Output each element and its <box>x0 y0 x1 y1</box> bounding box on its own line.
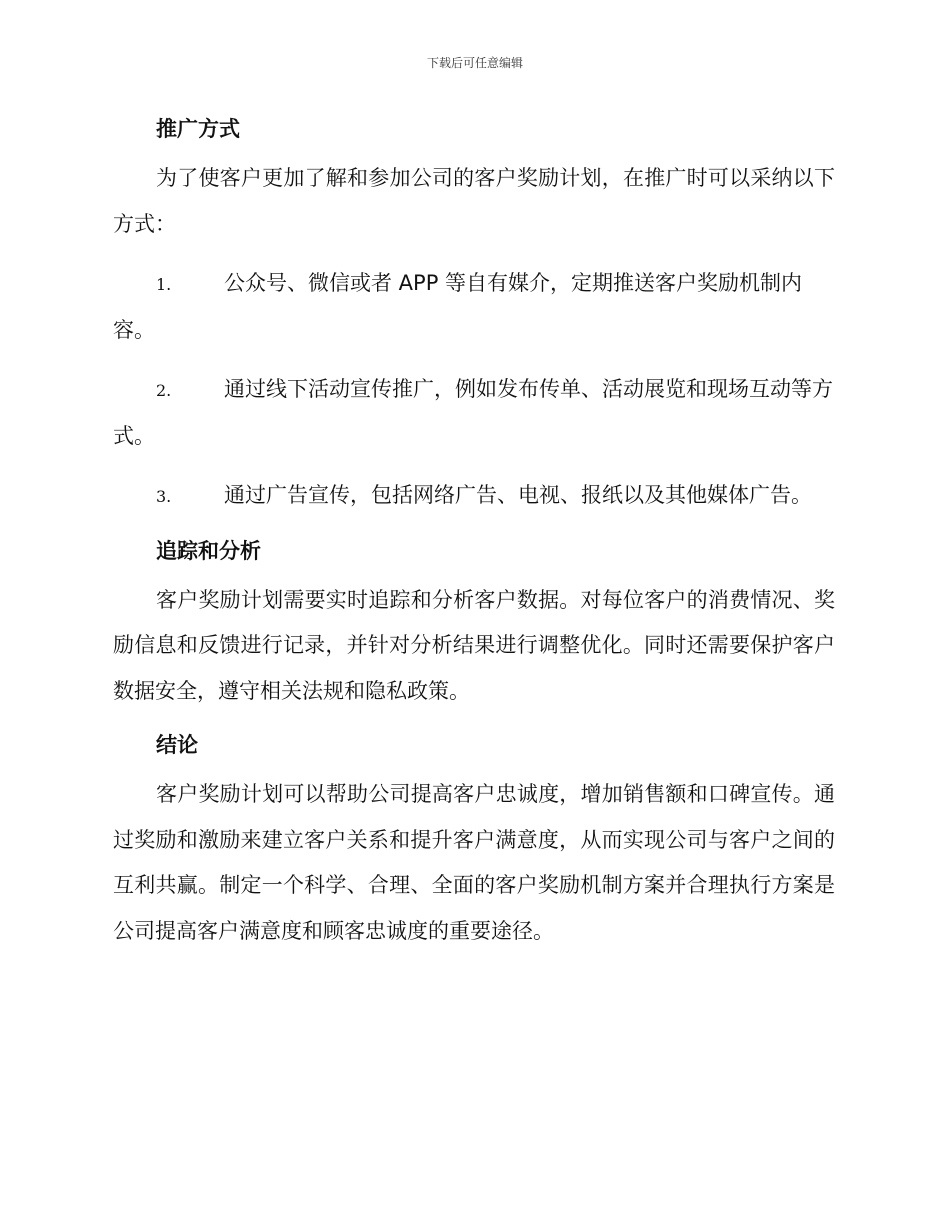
promotion-intro: 为了使客户更加了解和参加公司的客户奖励计划，在推广时可以采纳以下方式： <box>113 166 835 236</box>
document-body <box>113 110 835 954</box>
list-item-number: 3. <box>156 487 172 506</box>
conclusion-body: 客户奖励计划可以帮助公司提高客户忠诚度，增加销售额和口碑宣传。通过奖励和激励来建立客户关系和提升客户满意度，从而实现公司与客户之间的互利共赢。制定一个科学、合理、全面的客户奖励机制方案并合理执行方案是公司提高客户满意度和顾客忠诚度的重要途径。 <box>113 782 835 943</box>
list-item-text: 通过线下活动宣传推广，例如发布传单、活动展览和现场互动等方式。 <box>113 377 833 448</box>
section-heading-tracking: 追踪和分析 <box>156 538 261 563</box>
section-heading-conclusion: 结论 <box>156 733 198 757</box>
list-item <box>113 473 835 520</box>
list-item <box>113 367 835 459</box>
list-item-text: 通过广告宣传，包括网络广告、电视、报纸以及其他媒体广告。 <box>224 483 812 507</box>
header-note: 下载后可任意编辑 <box>426 56 523 70</box>
list-item-number: 1. <box>156 275 172 294</box>
list-item-number: 2. <box>156 381 172 400</box>
tracking-body: 客户奖励计划需要实时追踪和分析客户数据。对每位客户的消费情况、奖励信息和反馈进行记录，并针对分析结果进行调整优化。同时还需要保护客户数据安全，遵守相关法规和隐私政策。 <box>113 587 835 703</box>
list-item-text: 公众号、微信或者 APP 等自有媒介，定期推送客户奖励机制内容。 <box>113 271 803 342</box>
list-item <box>113 261 835 353</box>
section-heading-promotion: 推广方式 <box>156 117 240 141</box>
